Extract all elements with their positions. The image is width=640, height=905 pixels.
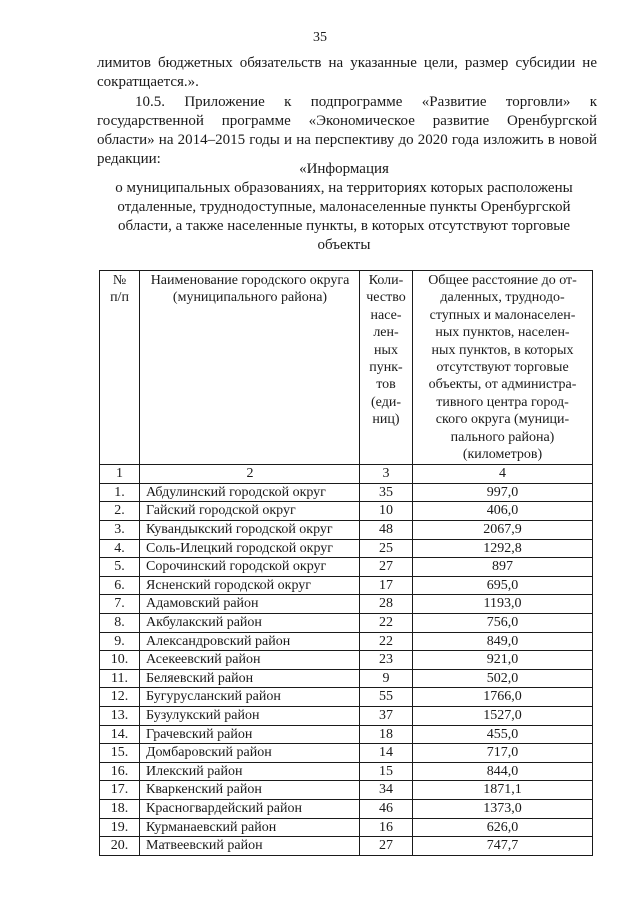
- municipality-name: Александровский район: [140, 632, 360, 651]
- header-count: Коли- чество насе- лен- ных пунк- тов (еди- ниц): [360, 271, 413, 465]
- table-row: [100, 762, 593, 781]
- row-number: 20.: [100, 837, 140, 856]
- settlement-count: 34: [360, 781, 413, 800]
- paragraph-10-5: 10.5. Приложение к подпрограмме «Развитие торговли» к государственной программе «Экономическое развитие Оренбургской области» на 2014–2015 годы и на перспективу до 2020 года изложить в новой редакции:: [97, 94, 597, 167]
- settlement-count: 35: [360, 483, 413, 502]
- settlement-count: 22: [360, 614, 413, 633]
- table-row: [100, 837, 593, 856]
- row-number: 8.: [100, 614, 140, 633]
- total-distance: 997,0: [413, 483, 593, 502]
- settlement-count: 27: [360, 837, 413, 856]
- municipality-name: Ясненский городской округ: [140, 576, 360, 595]
- total-distance: 406,0: [413, 502, 593, 521]
- municipality-name: Бугурусланский район: [140, 688, 360, 707]
- table-row: [100, 688, 593, 707]
- row-number: 13.: [100, 707, 140, 726]
- table-row: [100, 558, 593, 577]
- municipality-name: Гайский городской округ: [140, 502, 360, 521]
- total-distance: 502,0: [413, 669, 593, 688]
- row-number: 11.: [100, 669, 140, 688]
- header-name: Наименование городского округа (муниципального района): [140, 271, 360, 465]
- municipalities-table: [99, 270, 593, 856]
- total-distance: 695,0: [413, 576, 593, 595]
- settlement-count: 23: [360, 651, 413, 670]
- settlement-count: 15: [360, 762, 413, 781]
- municipality-name: Матвеевский район: [140, 837, 360, 856]
- table-row: [100, 502, 593, 521]
- table-row: [100, 669, 593, 688]
- municipality-name: Кувандыкский городской округ: [140, 521, 360, 540]
- settlement-count: 25: [360, 539, 413, 558]
- total-distance: 1527,0: [413, 707, 593, 726]
- row-number: 16.: [100, 762, 140, 781]
- total-distance: 844,0: [413, 762, 593, 781]
- row-number: 6.: [100, 576, 140, 595]
- table-row: [100, 818, 593, 837]
- row-number: 5.: [100, 558, 140, 577]
- table-row: [100, 614, 593, 633]
- table-row: [100, 725, 593, 744]
- row-number: 18.: [100, 799, 140, 818]
- municipality-name: Кваркенский район: [140, 781, 360, 800]
- municipality-name: Красногвардейский район: [140, 799, 360, 818]
- table-row: [100, 632, 593, 651]
- table-row: [100, 595, 593, 614]
- municipality-name: Асекеевский район: [140, 651, 360, 670]
- table-row: [100, 539, 593, 558]
- total-distance: 897: [413, 558, 593, 577]
- column-number: 2: [140, 465, 360, 483]
- row-number: 15.: [100, 744, 140, 763]
- settlement-count: 27: [360, 558, 413, 577]
- row-number: 19.: [100, 818, 140, 837]
- settlement-count: 18: [360, 725, 413, 744]
- settlement-count: 16: [360, 818, 413, 837]
- title-heading: «Информация: [299, 161, 389, 177]
- municipality-name: Акбулакский район: [140, 614, 360, 633]
- row-number: 7.: [100, 595, 140, 614]
- settlement-count: 46: [360, 799, 413, 818]
- table-row: [100, 707, 593, 726]
- table-row: [100, 521, 593, 540]
- total-distance: 717,0: [413, 744, 593, 763]
- total-distance: 849,0: [413, 632, 593, 651]
- municipality-name: Адамовский район: [140, 595, 360, 614]
- settlement-count: 14: [360, 744, 413, 763]
- row-number: 10.: [100, 651, 140, 670]
- total-distance: 455,0: [413, 725, 593, 744]
- municipality-name: Илекский район: [140, 762, 360, 781]
- appendix-title: [110, 160, 578, 255]
- total-distance: 1292,8: [413, 539, 593, 558]
- row-number: 1.: [100, 483, 140, 502]
- row-number: 12.: [100, 688, 140, 707]
- municipality-name: Бузулукский район: [140, 707, 360, 726]
- page-number: 35: [313, 30, 327, 45]
- header-number: № п/п: [100, 271, 140, 465]
- municipality-name: Курманаевский район: [140, 818, 360, 837]
- row-number: 14.: [100, 725, 140, 744]
- settlement-count: 17: [360, 576, 413, 595]
- total-distance: 1766,0: [413, 688, 593, 707]
- total-distance: 2067,9: [413, 521, 593, 540]
- total-distance: 1193,0: [413, 595, 593, 614]
- row-number: 3.: [100, 521, 140, 540]
- total-distance: 1373,0: [413, 799, 593, 818]
- total-distance: 1871,1: [413, 781, 593, 800]
- row-number: 9.: [100, 632, 140, 651]
- settlement-count: 28: [360, 595, 413, 614]
- total-distance: 626,0: [413, 818, 593, 837]
- table-row: [100, 576, 593, 595]
- header-distance: Общее расстояние до от- даленных, труднодо- ступных и малонаселен- ных пунктов, населен- ных пунктов, в которых отсутствуют торговые объекты, от администра- тивного центра город- ского округа (муници- пального района) (километров): [413, 271, 593, 465]
- settlement-count: 37: [360, 707, 413, 726]
- municipality-name: Домбаровский район: [140, 744, 360, 763]
- table-row: [100, 483, 593, 502]
- total-distance: 756,0: [413, 614, 593, 633]
- paragraph-continuation: лимитов бюджетных обязательств на указанные цели, размер субсидии не сократщается.».: [97, 55, 597, 90]
- column-number: 3: [360, 465, 413, 483]
- row-number: 4.: [100, 539, 140, 558]
- table-row: [100, 781, 593, 800]
- total-distance: 747,7: [413, 837, 593, 856]
- total-distance: 921,0: [413, 651, 593, 670]
- row-number: 17.: [100, 781, 140, 800]
- column-number: 1: [100, 465, 140, 483]
- table-row: [100, 744, 593, 763]
- row-number: 2.: [100, 502, 140, 521]
- municipality-name: Абдулинский городской округ: [140, 483, 360, 502]
- municipality-name: Сорочинский городской округ: [140, 558, 360, 577]
- municipality-name: Соль-Илецкий городской округ: [140, 539, 360, 558]
- settlement-count: 48: [360, 521, 413, 540]
- column-number: 4: [413, 465, 593, 483]
- municipality-name: Грачевский район: [140, 725, 360, 744]
- title-body: о муниципальных образованиях, на территориях которых расположены отдаленные, труднодоступные, малонаселенные пункты Оренбургской области, а также населенные пункты, в которых отсутствуют торговые объекты: [115, 180, 573, 253]
- settlement-count: 9: [360, 669, 413, 688]
- settlement-count: 55: [360, 688, 413, 707]
- table-header-row: [100, 271, 593, 465]
- column-numbers-row: [100, 465, 593, 483]
- table-row: [100, 799, 593, 818]
- settlement-count: 22: [360, 632, 413, 651]
- table-row: [100, 651, 593, 670]
- municipality-name: Беляевский район: [140, 669, 360, 688]
- settlement-count: 10: [360, 502, 413, 521]
